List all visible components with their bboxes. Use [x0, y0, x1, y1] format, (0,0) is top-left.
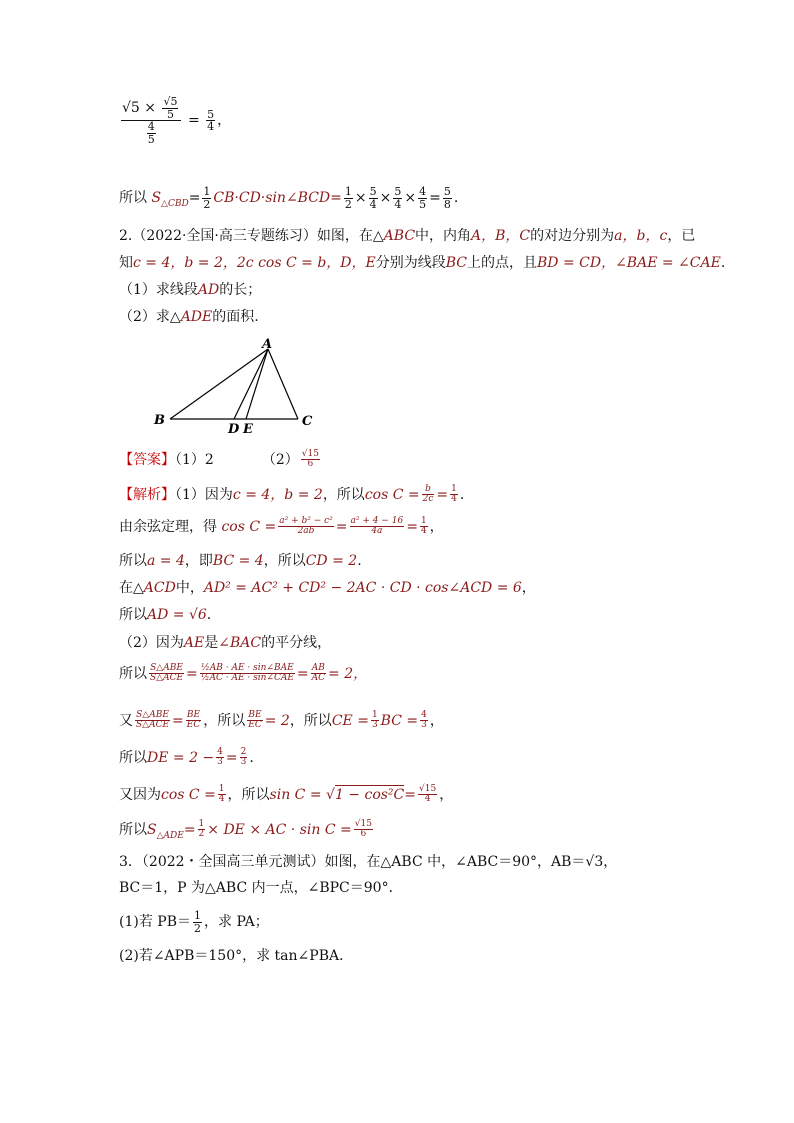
label-c: C [302, 414, 313, 429]
analysis-l8: 又 $\frac{\text{S△ABE}}{\text{S△ACE}}$ = $\frac{BE}{EC}$ ，所以 $\frac{BE}{EC}$ = 2，所以CE = $\frac{1}{3}$ BC = $\frac{4}{3}$ ， [119, 710, 444, 731]
analysis-l3: 所以a = 4，即BC = 4，所以CD = 2. [119, 553, 362, 569]
q2-line2: 知c = 4，b = 2，2c cos C = b，D，E分别为线段BC上的点，且BD = CD，∠BAE = ∠CAE. [119, 255, 726, 271]
q3-line2: BC＝1，P 为△ABC 内一点，∠BPC＝90°． [119, 880, 403, 896]
analysis-l2: 由余弦定理，得 cos C = $\frac{\text{a² + b² − c²}}{2ab}$ = $\frac{\text{a² + 4 − 16}}{4a}$ = $\frac{1}{4}$ ， [119, 516, 444, 537]
analysis-l9: 所以DE = 2 − $\frac{4}{3}$ = $\frac{2}{3}$ . [119, 747, 254, 768]
analysis-l5: 所以AD = √6. [119, 607, 212, 623]
area-symbol: $S_{\triangle CBD}$ [151, 190, 189, 209]
side-ab [170, 349, 268, 419]
triangle-figure [148, 336, 328, 436]
analysis-l11: 所以$S_{\triangle ADE}=$ $\frac{1}{2}$ × DE × AC · sin C = $\frac{√15}{6}$ [119, 819, 372, 841]
q3-sub1: (1)若 PB＝ $\frac{1}{2}$ ，求 PA； [119, 909, 269, 935]
analysis-l7: 所以 $\frac{\text{S△ABE}}{\text{S△ACE}}$ = $\frac{\text{½AB · AE · sin∠BAE}}{\text{½AC · AE · sin∠CAE}}$ = $\frac{AB}{AC}$ = 2， [119, 663, 368, 684]
label-a: A [262, 337, 273, 352]
side-ac [268, 349, 298, 419]
analysis-l4: 在△ACD中，AD² = AC² + CD² − 2AC · CD · cos∠ACD = 6， [119, 580, 536, 596]
analysis-l1: 【解析】（1）因为c = 4，b = 2，所以cos C = $\frac{b}{2c}$ = $\frac{1}{4}$ . [119, 484, 465, 505]
answer-line: 【答案】（1）2 （2） $\frac{√15}{6}$ [119, 449, 319, 470]
label-d: D [228, 422, 240, 436]
q2-sub1: （1）求线段AD的长； [119, 282, 262, 298]
analysis-l6: （2）因为AE是∠BAC的平分线， [119, 635, 332, 651]
rhs-fraction: $\frac{5}{4}$ [207, 107, 215, 134]
q3-sub2: (2)若∠APB＝150°，求 tan∠PBA． [119, 948, 354, 964]
big-fraction: √5 × $\frac{√5}{5}$ $\frac{4}{5}$ [121, 96, 181, 145]
top-fraction-line: √5 × $\frac{√5}{5}$ $\frac{4}{5}$ = $\frac{5}{4}$ ， [122, 95, 232, 146]
segment-ad [234, 349, 268, 419]
segment-ae [246, 349, 268, 419]
frac-num-a: √5 × [122, 100, 157, 117]
label-b: B [154, 413, 165, 428]
q3-line1: 3．（2022・全国高三单元测试）如图，在△ABC 中，∠ABC＝90°，AB＝√3， [119, 854, 618, 870]
label-e: E [243, 422, 253, 436]
q2-sub2: （2）求△ADE的面积. [119, 309, 259, 325]
analysis-l10: 又因为cos C = $\frac{1}{4}$ ，所以sin C = √1 − cos²C= $\frac{√15}{4}$ ， [119, 784, 454, 805]
q2-line1: 2.（2022·全国·高三专题练习）如图，在△ABC中，内角A，B，C的对边分别为a，b，c，已 [119, 228, 696, 244]
area-line: 所以 $S_{\triangle CBD}=$ $\frac{1}{2}$ CB·CD·sin∠BCD= $\frac{1}{2}$ × $\frac{5}{4}$ × $\frac{5}{4}$ × $\frac{4}{5}$ = $\frac{5}{8}$ . [119, 185, 459, 211]
